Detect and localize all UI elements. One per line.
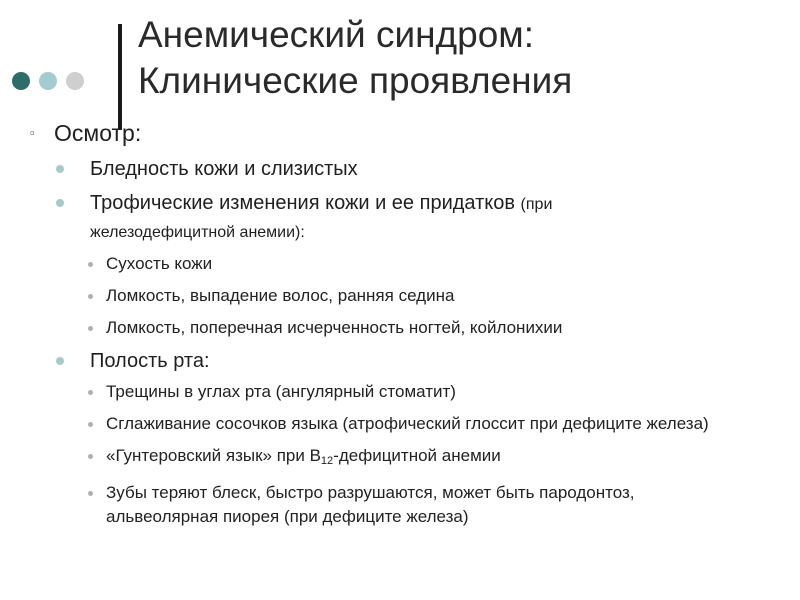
round-bullet-icon [56,190,90,207]
sub-item-text: Зубы теряют блеск, быстро разрушаются, может быть пародонтоз, альвеолярная пиорея (при дефиците железа) [106,483,635,526]
sub-item-teeth [88,481,770,529]
small-bullet-icon [88,481,106,496]
gray-dot-icon [66,72,84,90]
section-heading-text: Осмотр: [54,120,142,146]
small-bullet-icon [88,284,106,299]
slide-content [30,114,770,537]
sub-item-glossitis [88,412,770,436]
sub-item-nails [88,316,770,340]
slide-title [138,12,572,104]
small-bullet-icon [88,380,106,395]
title-line-1: Анемический синдром: [138,14,535,55]
hunter-prefix: «Гунтеровский язык» при В [106,446,321,465]
sub-item-text: Сглаживание сосочков языка (атрофический глоссит при дефиците железа) [106,414,709,433]
trophic-note-1: (при [520,196,553,213]
sub-item-text [106,444,726,473]
sub-item-text: Ломкость, выпадение волос, ранняя седина [106,286,455,305]
square-bullet-icon: ▫ [30,125,35,140]
round-bullet-icon [56,348,90,365]
hunter-suffix: -дефицитной анемии [333,446,501,465]
light-blue-dot-icon [39,72,57,90]
title-line-2: Клинические проявления [138,60,573,101]
list-item-trophic-changes [56,190,770,246]
trophic-main-text: Трофические изменения кожи и ее придатков [90,192,515,214]
round-bullet-icon [56,156,90,173]
small-bullet-icon [88,252,106,267]
small-bullet-icon [88,316,106,331]
sub-item-angular-stomatitis [88,380,770,404]
hunter-subscript: 12 [320,455,334,467]
list-item-text: Полость рта: [90,350,210,372]
teal-dot-icon [12,72,30,90]
section-heading [30,118,770,148]
sub-item-text: Ломкость, поперечная исчерченность ногтей, койлонихии [106,318,563,337]
slide-decoration-dots [12,72,84,90]
list-item-text: Бледность кожи и слизистых [90,158,358,180]
list-item-text [90,190,552,246]
sub-item-text: Сухость кожи [106,254,213,273]
small-bullet-icon [88,444,106,459]
sub-item-text: Трещины в углах рта (ангулярный стоматит) [106,382,456,401]
list-item-oral-cavity [56,348,770,374]
sub-item-hunter-tongue [88,444,770,473]
small-bullet-icon [88,412,106,427]
sub-item-dry-skin [88,252,770,276]
trophic-note-2: железодефицитной анемии): [90,224,305,241]
list-item-pallor [56,156,770,182]
sub-item-hair [88,284,770,308]
